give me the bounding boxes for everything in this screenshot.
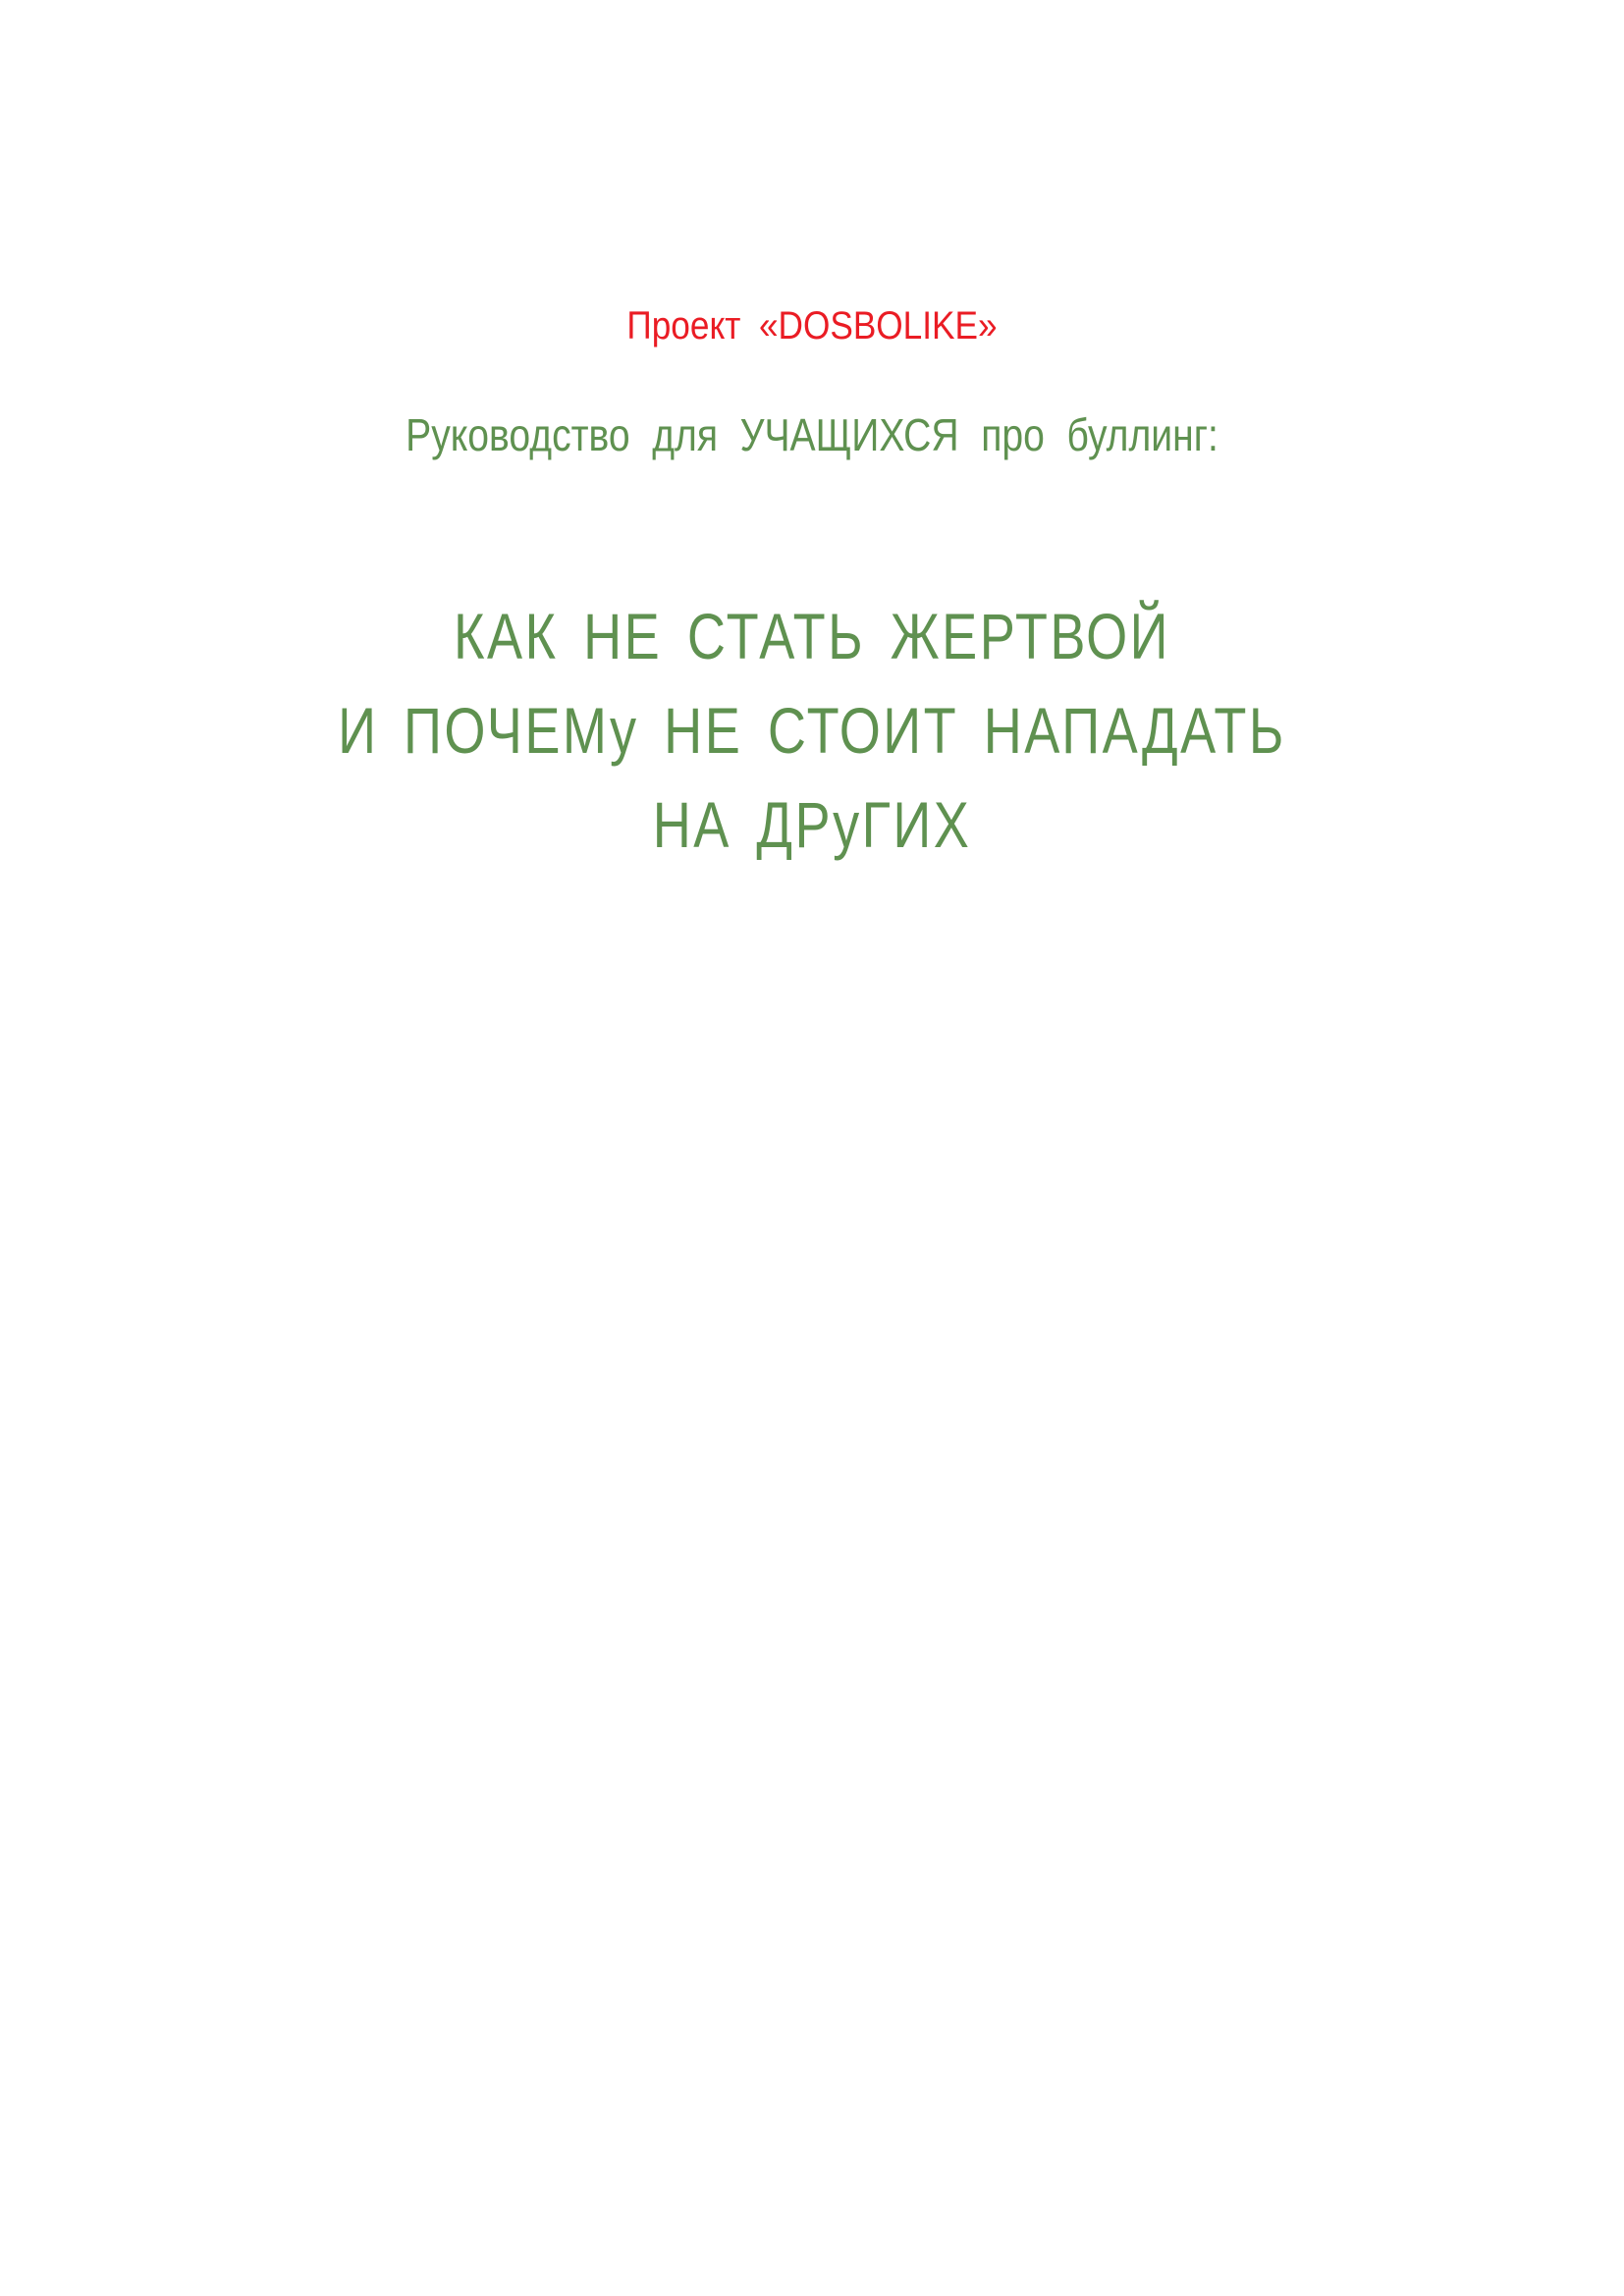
title-line-3: НА ДРуГИХ <box>652 788 972 861</box>
title-line-2: И ПОЧЕМу НЕ СТОИТ НАПАДАТЬ <box>338 694 1286 767</box>
project-name-heading: Проект «DOSBOLIKE» <box>626 304 998 347</box>
document-title <box>0 589 1624 872</box>
document-subtitle: Руководство для УЧАЩИХСЯ про буллинг: <box>406 409 1218 460</box>
title-line-1: КАК НЕ СТАТЬ ЖЕРТВОЙ <box>453 600 1171 672</box>
